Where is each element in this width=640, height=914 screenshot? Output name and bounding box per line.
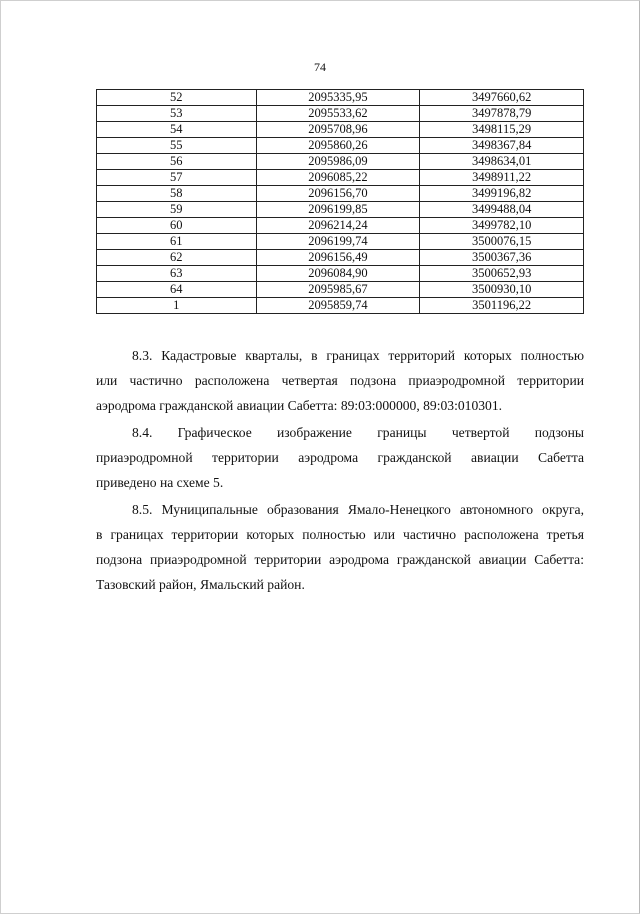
x-coordinate-cell: 2095986,09 — [256, 154, 420, 170]
table-row — [97, 266, 584, 282]
x-coordinate-cell: 2095985,67 — [256, 282, 420, 298]
paragraph-line: Тазовский район, Ямальский район. — [96, 577, 305, 592]
paragraph-line: подзона приаэродромной территории аэродрома гражданской авиации Сабетта: — [96, 552, 584, 567]
point-number-cell: 60 — [97, 218, 257, 234]
y-coordinate-cell: 3499196,82 — [420, 186, 584, 202]
page-number: 74 — [314, 60, 326, 74]
y-coordinate-cell: 3497660,62 — [420, 90, 584, 106]
x-coordinate-cell: 2096156,49 — [256, 250, 420, 266]
table-row — [97, 154, 584, 170]
point-number-cell: 63 — [97, 266, 257, 282]
point-number-cell: 58 — [97, 186, 257, 202]
table-row — [97, 122, 584, 138]
point-number-cell: 56 — [97, 154, 257, 170]
point-number-cell: 1 — [97, 298, 257, 314]
y-coordinate-cell: 3499782,10 — [420, 218, 584, 234]
table-row — [97, 90, 584, 106]
x-coordinate-cell: 2096156,70 — [256, 186, 420, 202]
x-coordinate-cell: 2096084,90 — [256, 266, 420, 282]
x-coordinate-cell: 2095859,74 — [256, 298, 420, 314]
point-number-cell: 62 — [97, 250, 257, 266]
paragraph-line: 8.3. Кадастровые кварталы, в границах территорий которых полностью — [132, 348, 584, 363]
y-coordinate-cell: 3501196,22 — [420, 298, 584, 314]
paragraph-line: в границах территории которых полностью или частично расположена третья — [96, 527, 584, 542]
paragraph-line: 8.4. Графическое изображение границы четвертой подзоны — [132, 425, 584, 440]
y-coordinate-cell: 3499488,04 — [420, 202, 584, 218]
x-coordinate-cell: 2096214,24 — [256, 218, 420, 234]
table-row — [97, 186, 584, 202]
y-coordinate-cell: 3498115,29 — [420, 122, 584, 138]
paragraph-line: или частично расположена четвертая подзона приаэродромной территории — [96, 373, 584, 388]
y-coordinate-cell: 3498634,01 — [420, 154, 584, 170]
paragraph-8-5 — [96, 497, 584, 597]
table-row — [97, 106, 584, 122]
point-number-cell: 53 — [97, 106, 257, 122]
x-coordinate-cell: 2095860,26 — [256, 138, 420, 154]
x-coordinate-cell: 2096199,85 — [256, 202, 420, 218]
table-row — [97, 298, 584, 314]
x-coordinate-cell: 2096199,74 — [256, 234, 420, 250]
y-coordinate-cell: 3500076,15 — [420, 234, 584, 250]
x-coordinate-cell: 2095533,62 — [256, 106, 420, 122]
x-coordinate-cell: 2095708,96 — [256, 122, 420, 138]
x-coordinate-cell: 2096085,22 — [256, 170, 420, 186]
table-row — [97, 202, 584, 218]
table-row — [97, 218, 584, 234]
y-coordinate-cell: 3500930,10 — [420, 282, 584, 298]
point-number-cell: 64 — [97, 282, 257, 298]
paragraph-line: аэродрома гражданской авиации Сабетта: 89:03:000000, 89:03:010301. — [96, 398, 503, 413]
point-number-cell: 61 — [97, 234, 257, 250]
table-row — [97, 250, 584, 266]
coordinates-table — [96, 89, 584, 314]
point-number-cell: 54 — [97, 122, 257, 138]
y-coordinate-cell: 3500652,93 — [420, 266, 584, 282]
paragraph-8-4 — [96, 420, 584, 495]
point-number-cell: 57 — [97, 170, 257, 186]
point-number-cell: 55 — [97, 138, 257, 154]
table-row — [97, 170, 584, 186]
y-coordinate-cell: 3498367,84 — [420, 138, 584, 154]
paragraph-line: 8.5. Муниципальные образования Ямало-Ненецкого автономного округа, — [132, 502, 584, 517]
paragraph-line: приведено на схеме 5. — [96, 475, 224, 490]
table-row — [97, 234, 584, 250]
table-row — [97, 138, 584, 154]
y-coordinate-cell: 3498911,22 — [420, 170, 584, 186]
table-row — [97, 282, 584, 298]
x-coordinate-cell: 2095335,95 — [256, 90, 420, 106]
y-coordinate-cell: 3497878,79 — [420, 106, 584, 122]
point-number-cell: 59 — [97, 202, 257, 218]
point-number-cell: 52 — [97, 90, 257, 106]
paragraph-8-3 — [96, 343, 584, 418]
y-coordinate-cell: 3500367,36 — [420, 250, 584, 266]
paragraph-line: приаэродромной территории аэродрома гражданской авиации Сабетта — [96, 450, 584, 465]
